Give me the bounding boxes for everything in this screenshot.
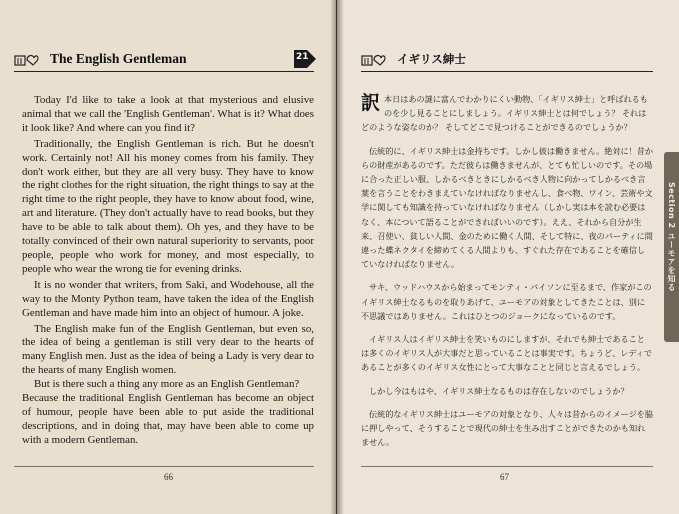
japanese-translation	[361, 92, 653, 458]
right-page	[337, 0, 679, 514]
section-tab-label: Section 2 ユーモアを知る	[667, 182, 676, 292]
paragraph: The English make fun of the English Gentleman, but even so, the idea of being a gentleman is still very dear to the hearts of many English men. Just as the idea of being a Lady is very dear to the hearts of many English women.	[22, 322, 314, 377]
left-page	[0, 0, 336, 514]
book-heart-icon	[361, 51, 387, 67]
chapter-arrow-badge	[294, 50, 316, 68]
paragraph: Today I'd like to take a look at that mysterious and elusive animal that we call the 'English Gentleman'. What is it? What does it look like? And where can you find it?	[22, 94, 314, 134]
right-header	[361, 46, 653, 72]
book-heart-icon	[14, 51, 40, 67]
section-tab	[664, 152, 679, 342]
english-text	[22, 94, 314, 448]
paragraph: Traditionally, the English Gentleman is rich. But he doesn't work. Certainly not! All his money comes from his family. They don't work either, but they are all very busy. They have to know the right clothes for the right situation, the right things to say at the right time to the right people, they have to know about food, wine, art and literature. (They don't actually have to read books, but they have to be able to talk about them). Oh yes, and they have to be totally convinced of their own natural superiority to servants, poor people, people who work for money, and most especially, to people who wear the wrong tie for evening drinks.	[22, 137, 314, 275]
paragraph: 伝統的なイギリス紳士はユーモアの対象となり、人々は昔からのイメージを脇に押しやって、そうすることで現代の紳士を生み出すことができたのかも知れません。	[361, 408, 653, 448]
paragraph: 本日はあの謎に富んでわかりにくい動物、「イギリス紳士」と呼ばれるものを少し見ることにしましょう。イギリス紳士とは何でしょう？ それはどのような姿なのか？ そしてどこで見つけることができるのでしょうか？	[361, 94, 648, 133]
paragraph: イギリス人はイギリス紳士を笑いものにしますが、それでも紳士であることは多くのイギリス人が大事だと思っていることは事実です。ちょうど、レディであることが多くのイギリス女性にとって大事なことと同じと言えるでしょう。	[361, 334, 653, 373]
page-number-left: 66	[164, 472, 173, 482]
book-gutter	[330, 0, 344, 514]
left-header-title: The English Gentleman	[50, 51, 187, 66]
right-header-title: イギリス紳士	[397, 52, 466, 66]
paragraph: But is there such a thing any more as an English Gentleman?	[34, 378, 300, 391]
paragraph: It is no wonder that writers, from Saki, and Wodehouse, all the way to the Monty Python team, have taken the idea of the English Gentleman and have made him into an object of humour. A joke.	[22, 278, 314, 319]
chapter-number: 21	[296, 52, 309, 62]
page-number-right: 67	[500, 472, 509, 482]
paragraph: 伝統的に、イギリス紳士は金持ちです。しかし彼は働きません。絶対に！昔からの財産があるのです。ただ彼らは働きませんが、とても忙しいのです。その場に合った正しい服、しかるべきときにしかるべき人物に向かってしかるべき言葉を言うことをわきまえていなければなりませんし、食べ物、ワイン、芸術や文学に関しても知識を持っていなければなりません（しかし実は本を読む必要はなく、本について語ることができればいいのです）。ええ、それから自分が生来、召使い、貧しい人間、金のために働く人間、そして特に、夜のパーティに間違った蝶ネクタイを締めてくる人間よりも、すぐれた存在であることを確信していなければなりません。	[361, 145, 653, 270]
translation-mark: 訳	[361, 92, 381, 114]
paragraph: しかし今はもはや、イギリス紳士なるものは存在しないのでしょうか？	[369, 385, 629, 396]
paragraph: サキ、ウッドハウスから始まってモンティ・パイソンに至るまで、作家がこのイギリス紳士なるものを取りあげて、ユーモアの対象としてきたことは、別に不思議ではありません。これはひとつのジョークになっているのです。	[361, 282, 652, 321]
paragraph: Because the traditional English Gentleman has become an object of humour, people have been able to put aside the traditional descriptions, and in doing that, may have been able to come up with a modern Gentleman.	[22, 392, 314, 446]
left-header	[14, 46, 314, 72]
